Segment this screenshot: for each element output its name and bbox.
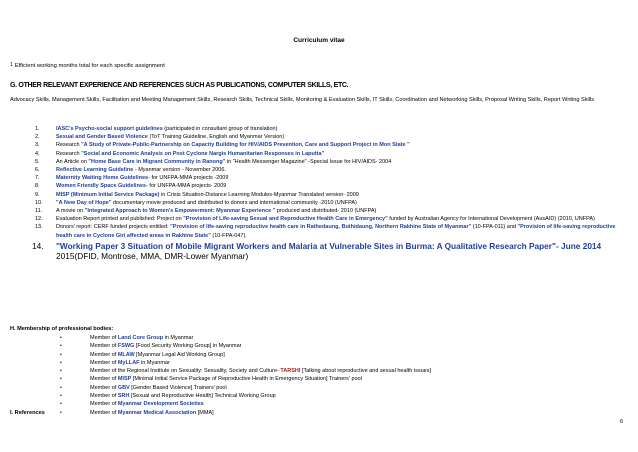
skills-paragraph: Advocacy Skills, Management Skills, Facilitation and Meeting Management Skills, Research Skills, Technical Skills, Monitoring & Evaluation Skills, IT Skills, Coordination and Networking Skills, Proposal Writing Skills, Report Writing Skills (10, 97, 595, 103)
list-item-number: 5. (35, 158, 40, 165)
text-run: Member of (90, 401, 118, 408)
text-run: FSWG (117, 343, 135, 350)
list-item (0, 150, 618, 158)
list-item (0, 241, 618, 262)
text-run: (participated in consultant group of translation) (162, 126, 278, 132)
text-run: Myanmar Development Societies (117, 401, 204, 408)
list-item-number: 6. (35, 167, 40, 174)
footnote (10, 62, 165, 69)
text-run: "Working Paper 3 Situation of Mobile Migrant Workers and Malaria at Vulnerable Sites in Burma: A Qualitative Research Paper" (56, 240, 556, 251)
bullet-icon: • (60, 393, 62, 400)
text-run: [Gender Based Violence] Trainers' pool (129, 384, 227, 391)
list-item (0, 158, 618, 166)
list-item (0, 133, 618, 141)
text-run: [Sexual and Reproductive Health] Technical Working Group (129, 393, 276, 400)
membership-item (0, 375, 620, 383)
list-item-number: 9. (35, 191, 40, 198)
membership-item (0, 359, 620, 367)
text-run: "Provision of life-saving reproductive health care in Rathedaung, Buthidaung, Northern Rakhine State of Myanmar" (170, 224, 472, 231)
bullet-icon: • (60, 351, 62, 358)
membership-item (0, 384, 620, 392)
text-run: "A Study of Private-Public-Partnership on Capacity Building for HIV/AIDS Prevention, Care and Support Project in Mon State " (81, 142, 410, 149)
text-run: Maternity Waiting Home Guidelines (56, 175, 149, 182)
list-item (0, 174, 618, 182)
list-item (0, 215, 618, 223)
bullet-icon: • (60, 359, 62, 366)
list-item (0, 199, 618, 207)
text-run: - for UNFPA-MMA projects -2009 (148, 175, 229, 182)
list-item-number: 3. (35, 142, 40, 149)
text-run: documentary movie produced and distributed to donors and international community -2010 (UNFPA) (111, 199, 357, 206)
text-run: Donors' report: CERF funded projects entitled: (56, 224, 171, 231)
bullet-icon: • (60, 368, 62, 375)
bullet-icon: • (60, 335, 62, 341)
text-run: - for UNFPA-MMA projects- 2009 (146, 183, 227, 190)
text-run: Sexual and Gender Based Violence (56, 134, 148, 141)
text-run: Evaluation Report printed and published: Project on (56, 216, 184, 223)
text-run: - Myanmar version - November 2006. (133, 167, 226, 174)
text-run: GBV (117, 384, 130, 391)
text-run: [Talking about reproductive and sexual health issues] (300, 368, 431, 375)
text-run: (ToT Training Guideline, English and Myanmar Version) (147, 134, 285, 141)
footnote-marker: 1 (10, 62, 13, 68)
membership-item (0, 351, 620, 359)
text-run: (10-FPA-011) and (471, 224, 518, 231)
text-run: Member of the Regional Institute on Sexuality: Sexuality, Society and Culture- (90, 368, 281, 375)
text-run: Research (56, 150, 82, 157)
text-run: MISP (117, 376, 132, 383)
text-run: in Crisis Situation-Distance Learning Modules-Myanmar Translated version- 2009 (159, 191, 359, 198)
bullet-icon: • (60, 343, 62, 350)
text-run: MyLLAF (117, 359, 140, 366)
bullet-icon: • (60, 384, 62, 391)
bullet-icon: • (60, 376, 62, 383)
text-run: "Social and Economic Analysis on Post Cyclone Nargis Humanitarian Responses in Laputta" (81, 150, 325, 157)
text-run: "A New Day of Hope" (56, 199, 112, 206)
text-run: TARSHI (280, 368, 301, 375)
text-run: SRH (117, 393, 130, 400)
text-run: (10-FPA-047). (210, 232, 247, 239)
membership-item (0, 367, 620, 375)
bullet-icon: • (60, 409, 62, 416)
list-item-number: 11. (35, 208, 43, 215)
page-title: Curriculum vitae (293, 37, 345, 44)
publications-list (0, 125, 618, 262)
text-run: Land Core Group (117, 335, 164, 341)
text-run: Myanmar Medical Association (117, 409, 197, 416)
list-item-number: 12. (35, 216, 43, 223)
bullet-icon: • (60, 401, 62, 408)
footnote-text: Efficient working months total for each specific assignment (14, 63, 165, 69)
membership-item (0, 409, 620, 417)
list-item (0, 223, 618, 239)
text-run: Member of (90, 393, 118, 400)
list-item-number: 14. (32, 240, 44, 251)
text-run: A movie on (56, 208, 85, 215)
text-run: MISP (Minimum Initial Service Package) (56, 191, 160, 198)
text-run: "Integrated Approach to Women's Empowerment: Myanmar Experience " (84, 208, 276, 215)
text-run: [Minimal Initial Service Package of Reproductive Health in Emergency Situation] Trainers' pool (131, 376, 362, 383)
text-run: Member of (90, 351, 118, 358)
list-item (0, 191, 618, 199)
text-run: "Home Base Care in Migrant Community in Ranong" (88, 158, 226, 165)
text-run: in "Health Messenger Magazine" -Special Issue for HIV/AIDS- 2004 (225, 158, 392, 165)
text-run: IASC's Psycho-social support guidelines (56, 126, 163, 132)
text-run: produced and distributed- 2010 (UNFPA) (275, 208, 377, 215)
list-item-number: 10. (35, 199, 43, 206)
list-item-number: 13. (35, 224, 43, 231)
text-run: [MMA] (196, 409, 214, 416)
text-run: Member of (90, 409, 118, 416)
membership-item (0, 392, 620, 400)
text-run: [Food Security Working Group] in Myanmar (134, 343, 242, 350)
list-item-number: 8. (35, 183, 40, 190)
membership-item (0, 400, 620, 408)
section-i-heading: I. References (10, 410, 45, 416)
text-run: funded by Australian Agency for International Development (AusAID) (2010, UNFPA) (387, 216, 595, 223)
list-item-number: 1. (35, 126, 40, 132)
text-run: [Myanmar Legal Aid Working Group] (134, 351, 225, 358)
text-run: "Provision of life-saving reproductive health care in Cyclone Giri affected areas in Rakhine State" (56, 224, 616, 239)
list-item-number: 4. (35, 150, 40, 157)
text-run: Women Friendly Space Guidelines (56, 183, 147, 190)
text-run: 2015(DFID, Montrose, MMA, DMR-Lower Myanmar) (56, 251, 249, 262)
text-run: Member of (90, 335, 118, 341)
page-number: 6 (620, 419, 624, 425)
text-run: Member of (90, 343, 118, 350)
text-run: in Myanmar (163, 335, 194, 341)
membership-item (0, 342, 620, 350)
list-item (0, 166, 618, 174)
text-run: in Myanmar (139, 359, 170, 366)
text-run: Member of (90, 384, 118, 391)
text-run: Research (56, 142, 82, 149)
section-g-heading: G. OTHER RELEVANT EXPERIENCE AND REFERENCES SUCH AS PUBLICATIONS, COMPUTER SKILLS, ETC. (10, 82, 349, 89)
list-item (0, 207, 618, 215)
text-run: Member of (90, 376, 118, 383)
text-run: An Article on (56, 158, 89, 165)
list-item (0, 141, 618, 149)
membership-list (0, 334, 620, 417)
list-item (0, 125, 618, 133)
list-item-number: 2. (35, 134, 40, 141)
text-run: - June 2014 (555, 240, 602, 251)
list-item (0, 182, 618, 190)
text-run: Reflective Learning Guideline (56, 167, 134, 174)
text-run: MLAW (117, 351, 135, 358)
membership-item (0, 334, 620, 342)
section-h-heading: H. Membership of professional bodies: (10, 326, 114, 332)
text-run: "Provision of Life-saving Sexual and Reproductive Health Care in Emergency" (183, 216, 388, 223)
list-item-number: 7. (35, 175, 40, 182)
text-run: Member of (90, 359, 118, 366)
